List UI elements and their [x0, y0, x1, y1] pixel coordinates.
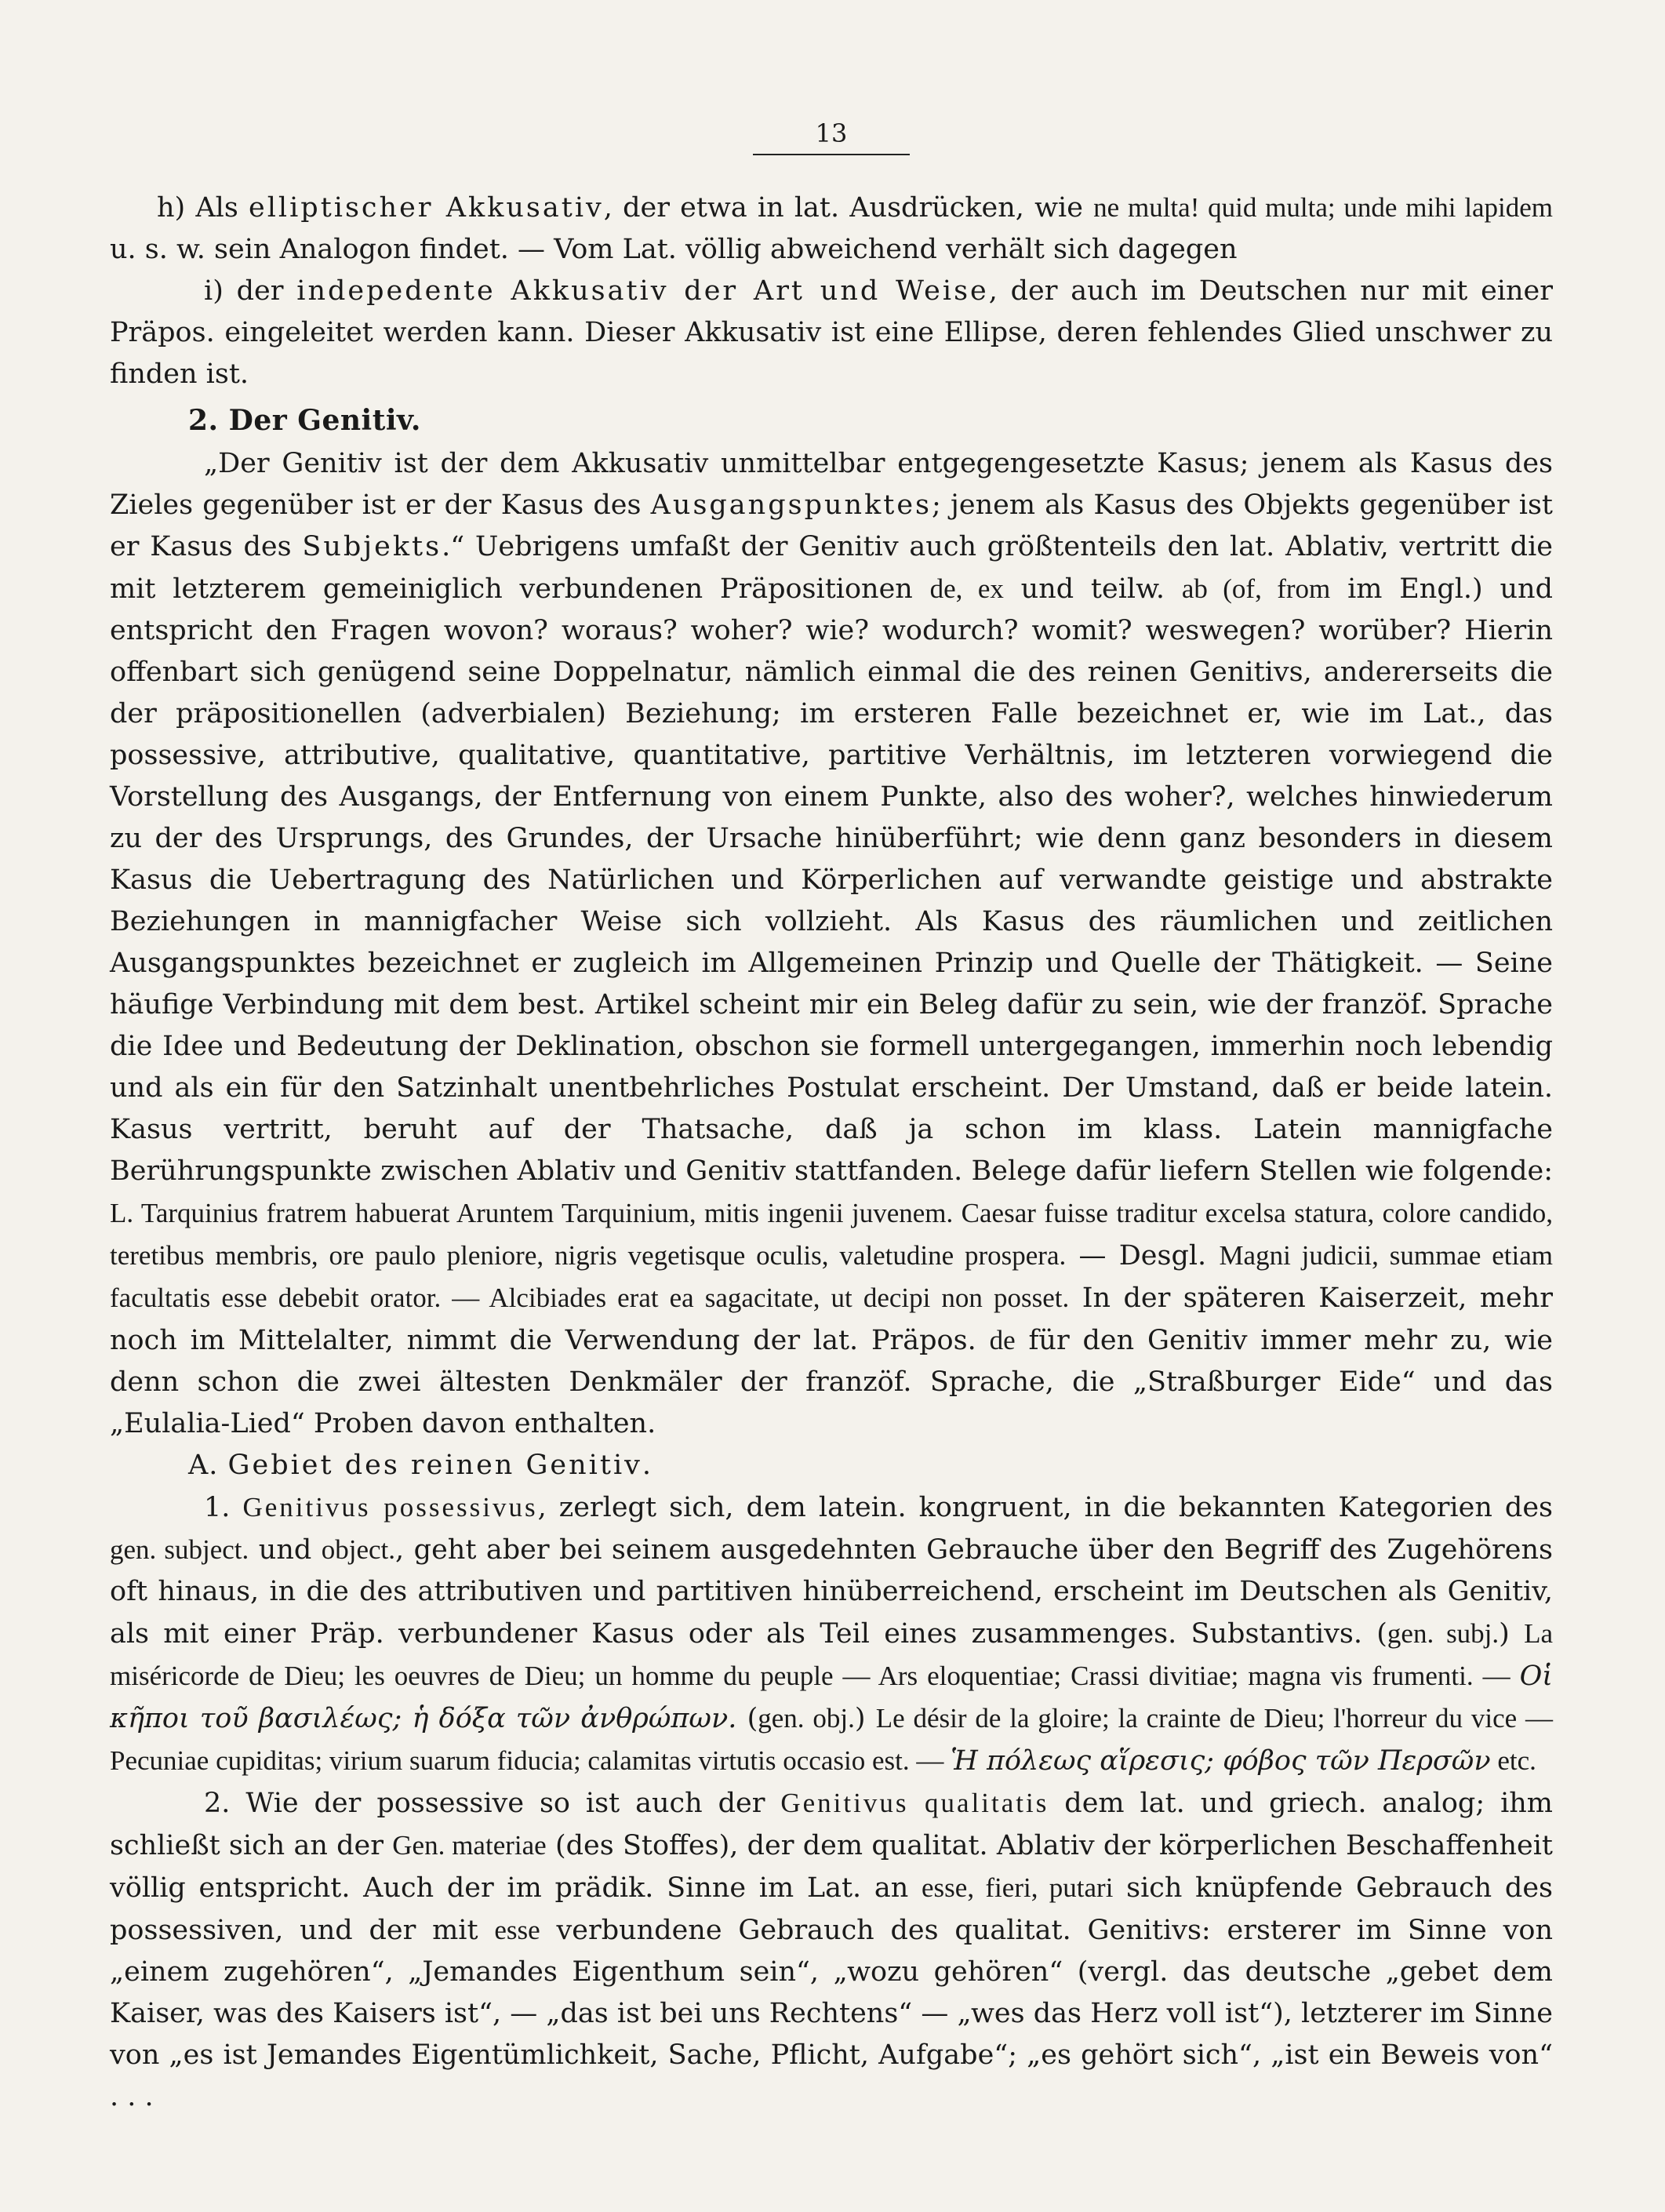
page-number: 13	[753, 118, 910, 155]
subsection-heading-a: A. Gebiet des reinen Genitiv.	[188, 1450, 653, 1481]
paragraph-i: i) der indepedente Akkusativ der Art und Weise, der auch im Deutschen nur mit einer Präpos. eingeleitet werden kann. Dieser Akkusativ ist eine Ellipse, deren fehlendes Glied unschwer zu finden ist.	[110, 275, 1553, 390]
section-heading-genitiv: 2. Der Genitiv.	[188, 404, 421, 437]
page-body	[110, 187, 1553, 2118]
paragraph-1-possessivus: 1. Genitivus possessivus, zerlegt sich, dem latein. kongruent, in die bekannten Kategorien des gen. subject. und object., geht aber bei seinem ausgedehnten Gebrauche über den Begriff des Zugehörens oft hinaus, in die des attributiven und partitiven hinüberreichend, erscheint im Deutschen als Genitiv, als mit einer Präp. verbundener Kasus oder als Teil eines zusammenges. Substantivs. (gen. subj.) La miséricorde de Dieu; les oeuvres de Dieu; un homme du peuple — Ars eloquentiae; Crassi divitiae; magna vis frumenti. — Οἱ κῆποι τοῦ βασιλέως; ἡ δόξα τῶν ἀνθρώπων. (gen. obj.) Le désir de la gloire; la crainte de Dieu; l'horreur du vice — Pecuniae cupiditas; virium suarum fiducia; calamitas virtutis occasio est. — Ἡ πόλεως αἵρεσις; φόβος τῶν Περσῶν etc.	[110, 1492, 1553, 1777]
paragraph-genitiv: „Der Genitiv ist der dem Akkusativ unmittelbar entgegengesetzte Kasus; jenem als Kasus des Zieles gegenüber ist er der Kasus des Ausgangspunktes; jenem als Kasus des Objekts gegenüber ist er Kasus des Subjekts.“ Uebrigens umfaßt der Genitiv auch größtenteils den lat. Ablativ, vertritt die mit letzterem gemeiniglich verbundenen Präpositionen de, ex und teilw. ab (of, from im Engl.) und entspricht den Fragen wovon? woraus? woher? wie? wodurch? womit? weswegen? worüber? Hierin offenbart sich genügend seine Doppelnatur, nämlich einmal die des reinen Genitivs, andererseits die der präpositionellen (adverbialen) Beziehung; im ersteren Falle bezeichnet er, wie im Lat., das possessive, attributive, qualitative, quantitative, partitive Verhältnis, im letzteren vorwiegend die Vorstellung des Ausgangs, der Entfernung von einem Punkte, also des woher?, welches hinwiederum zu der des Ursprungs, des Grundes, der Ursache hinüberführt; wie denn ganz besonders in diesem Kasus die Uebertragung des Natürlichen und Körperlichen auf verwandte geistige und abstrakte Beziehungen in mannigfacher Weise sich vollzieht. Als Kasus des räumlichen und zeitlichen Ausgangspunktes bezeichnet er zugleich im Allgemeinen Prinzip und Quelle der Thätigkeit. — Seine häufige Verbindung mit dem best. Artikel scheint mir ein Beleg dafür zu sein, wie der franzöf. Sprache die Idee und Bedeutung der Deklination, obschon sie formell untergegangen, immerhin noch lebendig und als ein für den Satzinhalt unentbehrliches Postulat erscheint. Der Umstand, daß er beide latein. Kasus vertritt, beruht auf der Thatsache, daß ja schon im klass. Latein mannigfache Berührungspunkte zwischen Ablativ und Genitiv stattfanden. Belege dafür liefern Stellen wie folgende: L. Tarquinius fratrem habuerat Aruntem Tarquinium, mitis ingenii juvenem. Caesar fuisse traditur excelsa statura, colore candido, teretibus membris, ore paulo pleniore, nigris vegetisque oculis, valetudine prospera. — Desgl. Magni judicii, summae etiam facultatis esse debebit orator. — Alcibiades erat ea sagacitate, ut decipi non posset. In der späteren Kaiserzeit, mehr noch im Mittelalter, nimmt die Verwendung der lat. Präpos. de für den Genitiv immer mehr zu, wie denn schon die zwei ältesten Denkmäler der franzöf. Sprache, die „Straßburger Eide“ und das „Eulalia-Lied“ Proben davon enthalten.	[110, 448, 1553, 1439]
paragraph-h: h) Als elliptischer Akkusativ, der etwa in lat. Ausdrücken, wie ne multa! quid multa; unde mihi lapidem u. s. w. sein Analogon findet. — Vom Lat. völlig abweichend verhält sich dagegen	[110, 192, 1553, 265]
paragraph-2-qualitatis: 2. Wie der possessive so ist auch der Genitivus qualitatis dem lat. und griech. analog; ihm schließt sich an der Gen. materiae (des Stoffes), der dem qualitat. Ablativ der körperlichen Beschaffenheit völlig entspricht. Auch der im prädik. Sinne im Lat. an esse, fieri, putari sich knüpfende Gebrauch des possessiven, und der mit esse verbundene Gebrauch des qualitat. Genitivs: ersterer im Sinne von „einem zugehören“, „Jemandes Eigenthum sein“, „wozu gehören“ (vergl. das deutsche „gebet dem Kaiser, was des Kaisers ist“, — „das ist bei uns Rechtens“ — „wes das Herz voll ist“), letzterer im Sinne von „es ist Jemandes Eigentümlichkeit, Sache, Pflicht, Aufgabe“; „es gehört sich“, „ist ein Beweis von“ . . .	[110, 1788, 1553, 2112]
